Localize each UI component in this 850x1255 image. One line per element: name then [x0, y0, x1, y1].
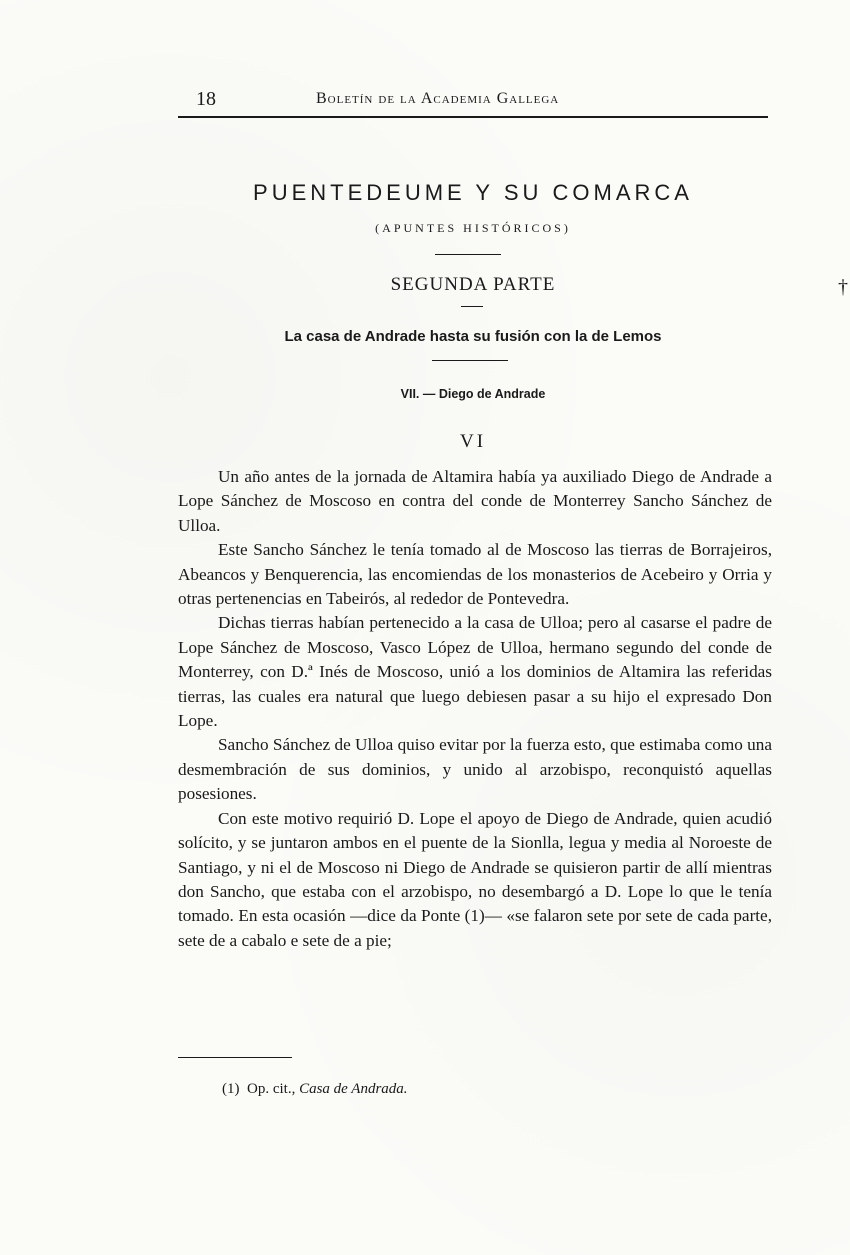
- part-divider: [461, 306, 483, 307]
- footnote-marker: (1): [222, 1081, 240, 1097]
- margin-mark: †: [838, 276, 848, 298]
- article-title: PUENTEDEUME Y SU COMARCA: [253, 180, 693, 205]
- body-text: [178, 465, 772, 953]
- part-heading: SEGUNDA PARTE: [390, 274, 556, 295]
- footnote-rule: [178, 1057, 292, 1058]
- footnote-source: Casa de Andrada.: [299, 1081, 408, 1097]
- paragraph: Con este motivo requirió D. Lope el apoyo de Diego de Andrade, quien acudió solícito, y se juntaron ambos en el puente de la Sionlla, legua y media al Noroeste de Santiago, y ni el de Moscoso ni Diego de Andrade se quisieron partir de allí mientras don Sancho, que estaba con el arzobispo, no desembargó a D. Lope lo que le tenía tomado. En esta ocasión —dice da Ponte (1)— «se falaron sete por sete de cada parte, sete de a cabalo e sete de a pie;: [178, 808, 772, 950]
- paragraph: Este Sancho Sánchez le tenía tomado al de Moscoso las tierras de Borrajeiros, Abeancos y Benquerencia, las encomiendas de los monasterios de Acebeiro y Orria y otras pertenencias en Tabeirós, al rededor de Pontevedra.: [178, 540, 772, 609]
- article-subtitle: (APUNTES HISTÓRICOS): [375, 221, 571, 235]
- footnote-text: Op. cit.,: [247, 1081, 296, 1097]
- paragraph: Un año antes de la jornada de Altamira había ya auxiliado Diego de Andrade a Lope Sánchez de Moscoso en contra del conde de Monterrey Sancho Sánchez de Ulloa.: [178, 467, 772, 535]
- paragraph: Sancho Sánchez de Ulloa quiso evitar por la fuerza esto, que estimaba como una desmembración de sus dominios, y unido al arzobispo, reconquistó aquellas posesiones.: [178, 735, 772, 804]
- section-divider: [432, 360, 508, 361]
- page-header: [178, 86, 768, 114]
- footnote: [222, 1081, 408, 1098]
- title-divider: [435, 254, 501, 255]
- paragraph: Dichas tierras habían pertenecido a la casa de Ulloa; pero al casarse el padre de Lope Sánchez de Moscoso, Vasco López de Ulloa, hermano segundo del conde de Monterrey, con D.ª Inés de Moscoso, unió a los dominios de Altamira las referidas tierras, las cuales era natural que luego debiesen pasar a su hijo el expresado Don Lope.: [178, 613, 772, 731]
- section-heading: La casa de Andrade hasta su fusión con la de Lemos: [284, 328, 662, 345]
- chapter-number: VI: [459, 431, 487, 452]
- subsection-heading: VII. — Diego de Andrade: [400, 387, 546, 401]
- header-rule: [178, 116, 768, 118]
- page-number: 18: [196, 88, 216, 110]
- running-head: Boletín de la Academia Gallega: [316, 90, 560, 107]
